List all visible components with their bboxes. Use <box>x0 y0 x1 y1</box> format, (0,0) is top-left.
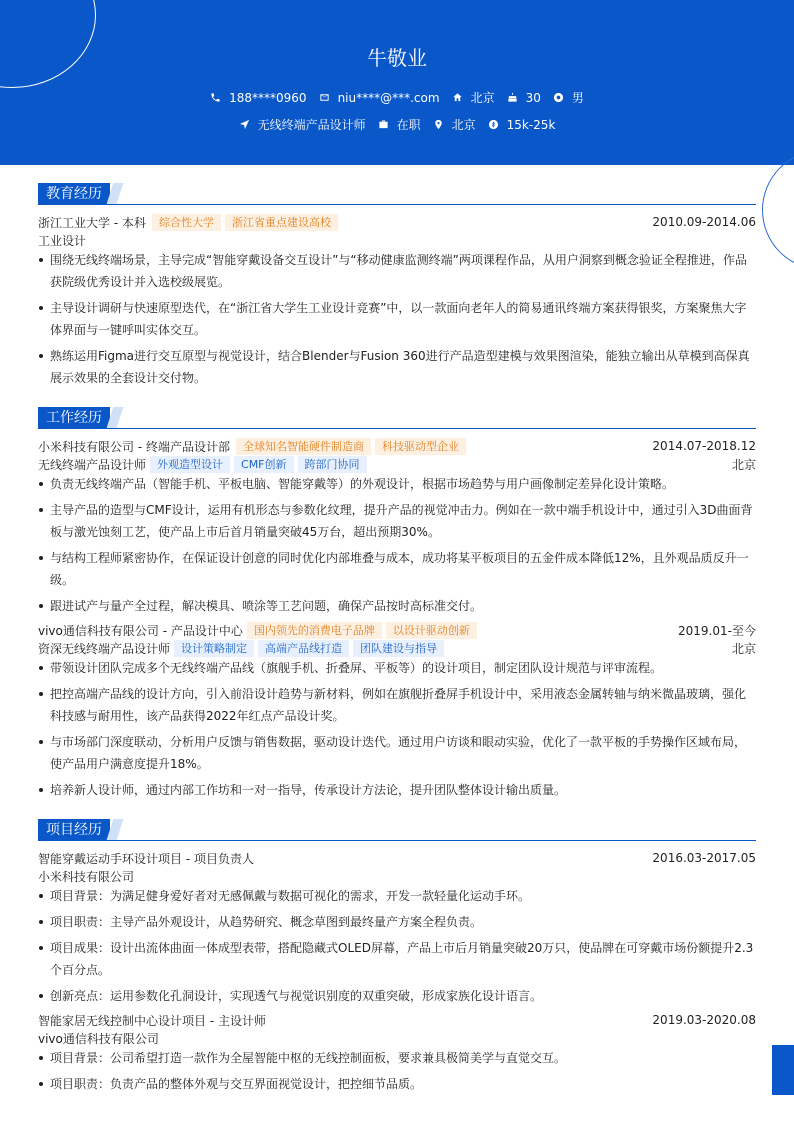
project-bullet: 创新亮点：运用参数化孔洞设计，实现透气与视觉识别度的双重突破，形成家族化设计语言。 <box>38 985 756 1007</box>
project-org: 小米科技有限公司 <box>38 869 135 884</box>
education-bullet: 围绕无线终端场景，主导完成“智能穿戴设备交互设计”与“移动健康监测终端”两项课程作品，从用户洞察到概念验证全程推进，作品获院级优秀设计并入选校级展览。 <box>38 249 756 293</box>
education-title: 教育经历 <box>38 183 110 205</box>
work-section <box>38 407 756 429</box>
money-icon <box>488 119 499 130</box>
major-name: 工业设计 <box>38 233 87 248</box>
salary-item <box>488 118 556 132</box>
projects-section <box>38 819 756 841</box>
target-city-item <box>433 116 476 133</box>
age-text: 30 <box>525 90 541 105</box>
decorative-arc <box>762 150 794 270</box>
cake-icon <box>507 92 518 103</box>
project-bullet: 项目背景：公司希望打造一款作为全屋智能中枢的无线控制面板，要求兼具极简美学与直觉交互。 <box>38 1047 756 1069</box>
status-text: 在职 <box>396 118 421 132</box>
school-tag: 综合性大学 <box>152 214 221 231</box>
job-role-row <box>38 455 756 473</box>
company-tag: 全球知名智能硬件制造商 <box>236 438 371 455</box>
location-icon <box>433 119 444 130</box>
job-bullet: 与结构工程师紧密协作，在保证设计创意的同时优化内部堆叠与成本，成功将某平板项目的五金件成本降低12%，且外观品质反升一级。 <box>38 547 756 591</box>
role-tag: 外观造型设计 <box>150 456 230 473</box>
job-bullet: 与市场部门深度联动，分析用户反馈与销售数据，驱动设计迭代。通过用户访谈和眼动实验，优化了一款平板的手势操作区域布局，使产品用户满意度提升18%。 <box>38 731 756 775</box>
status-item <box>378 116 421 133</box>
phone-item <box>210 91 306 105</box>
section-heading <box>38 819 756 841</box>
project-bullet: 项目成果：设计出流体曲面一体成型表带，搭配隐藏式OLED屏幕，产品上市后月销量突破20万只，使品牌在可穿戴市场份额提升2.3个百分点。 <box>38 937 756 981</box>
job-date: 2014.07-2018.12 <box>652 439 756 453</box>
gender-text: 男 <box>571 91 584 105</box>
role-tag: CMF创新 <box>234 456 294 473</box>
section-heading <box>38 183 756 205</box>
email-item <box>319 91 440 105</box>
company-tag: 科技驱动型企业 <box>375 438 466 455</box>
email-text: niu****@***.com <box>337 90 440 105</box>
resume-header <box>0 0 794 165</box>
project-bullet: 项目职责：主导产品外观设计，从趋势研究、概念草图到最终量产方案全程负责。 <box>38 911 756 933</box>
job-target-text: 无线终端产品设计师 <box>257 118 366 132</box>
job-role: 资深无线终端产品设计师 <box>38 641 171 656</box>
phone-text: 188****0960 <box>229 90 307 105</box>
briefcase-icon <box>378 119 389 130</box>
job-company-row <box>38 437 756 455</box>
company-name: 小米科技有限公司 - 终端产品设计部 <box>38 439 230 454</box>
job-bullet: 带领设计团队完成多个无线终端产品线（旗舰手机、折叠屏、平板等）的设计项目，制定团队设计规范与评审流程。 <box>38 657 756 679</box>
send-icon <box>239 119 250 130</box>
job-target-item <box>239 116 366 133</box>
major-row <box>38 231 756 249</box>
job-city: 北京 <box>731 641 756 656</box>
education-row <box>38 213 756 231</box>
contact-row <box>0 89 794 106</box>
job-bullet: 培养新人设计师，通过内部工作坊和一对一指导，传承设计方法论，提升团队整体设计输出质量。 <box>38 779 756 801</box>
target-city-text: 北京 <box>451 118 476 132</box>
role-tag: 跨部门协同 <box>298 456 367 473</box>
company-name: vivo通信科技有限公司 - 产品设计中心 <box>38 623 243 638</box>
city-item <box>452 89 495 106</box>
job-bullet: 把控高端产品线的设计方向，引入前沿设计趋势与新材料，例如在旗舰折叠屏手机设计中，采用液态金属转轴与纳米微晶玻璃，强化科技感与耐用性，该产品获得2022年红点产品设计奖。 <box>38 683 756 727</box>
company-tag: 以设计驱动创新 <box>386 622 477 639</box>
education-bullet: 主导设计调研与快速原型迭代，在“浙江省大学生工业设计竞赛”中，以一款面向老年人的简易通讯终端方案获得银奖，方案聚焦大字体界面与一键呼叫实体交互。 <box>38 297 756 341</box>
education-date: 2010.09-2014.06 <box>652 215 756 229</box>
job-date: 2019.01-至今 <box>678 623 756 638</box>
project-name: 智能家居无线控制中心设计项目 - 主设计师 <box>38 1013 266 1028</box>
work-title: 工作经历 <box>38 407 110 429</box>
education-bullet: 熟练运用Figma进行交互原型与视觉设计，结合Blender与Fusion 360进行产品造型建模与效果图渲染，能独立输出从草模到高保真展示效果的全套设计交付物。 <box>38 345 756 389</box>
project-org-row <box>38 1029 756 1047</box>
city-text: 北京 <box>470 91 495 105</box>
salary-text: 15k-25k <box>506 117 556 132</box>
intent-row <box>0 116 794 133</box>
phone-icon <box>210 92 221 103</box>
job-company-row <box>38 621 756 639</box>
section-heading <box>38 407 756 429</box>
job-role-row <box>38 639 756 657</box>
school-tag: 浙江省重点建设高校 <box>225 214 338 231</box>
project-name: 智能穿戴运动手环设计项目 - 项目负责人 <box>38 851 254 866</box>
home-icon <box>452 92 463 103</box>
project-bullet: 项目背景：为满足健身爱好者对无感佩戴与数据可视化的需求，开发一款轻量化运动手环。 <box>38 885 756 907</box>
project-row <box>38 1011 756 1029</box>
role-tag: 团队建设与指导 <box>353 640 444 657</box>
job-bullet: 跟进试产与量产全过程，解决模具、喷涂等工艺问题，确保产品按时高标准交付。 <box>38 595 756 617</box>
email-icon <box>319 92 330 103</box>
job-bullet: 主导产品的造型与CMF设计，运用有机形态与参数化纹理，提升产品的视觉冲击力。例如在一款中端手机设计中，通过引入3D曲面背板与激光蚀刻工艺，使产品上市后首月销量突破45万台，超出预期30%。 <box>38 499 756 543</box>
project-date: 2016.03-2017.05 <box>652 851 756 865</box>
age-item <box>507 91 541 105</box>
job-city: 北京 <box>731 457 756 472</box>
role-tag: 设计策略制定 <box>174 640 254 657</box>
gender-icon <box>553 92 564 103</box>
project-row <box>38 849 756 867</box>
project-bullet: 项目职责：负责产品的整体外观与交互界面视觉设计，把控细节品质。 <box>38 1073 756 1095</box>
gender-item <box>553 89 584 106</box>
role-tag: 高端产品线打造 <box>258 640 349 657</box>
school-name: 浙江工业大学 - 本科 <box>38 215 146 230</box>
project-date: 2019.03-2020.08 <box>652 1013 756 1027</box>
project-org-row <box>38 867 756 885</box>
candidate-name: 牛敬业 <box>367 46 427 70</box>
company-tag: 国内领先的消费电子品牌 <box>247 622 382 639</box>
education-section <box>38 183 756 205</box>
job-role: 无线终端产品设计师 <box>38 457 147 472</box>
decorative-bar <box>772 1045 794 1095</box>
job-bullet: 负责无线终端产品（智能手机、平板电脑、智能穿戴等）的外观设计，根据市场趋势与用户画像制定差异化设计策略。 <box>38 473 756 495</box>
projects-title: 项目经历 <box>38 819 110 841</box>
project-org: vivo通信科技有限公司 <box>38 1031 159 1046</box>
